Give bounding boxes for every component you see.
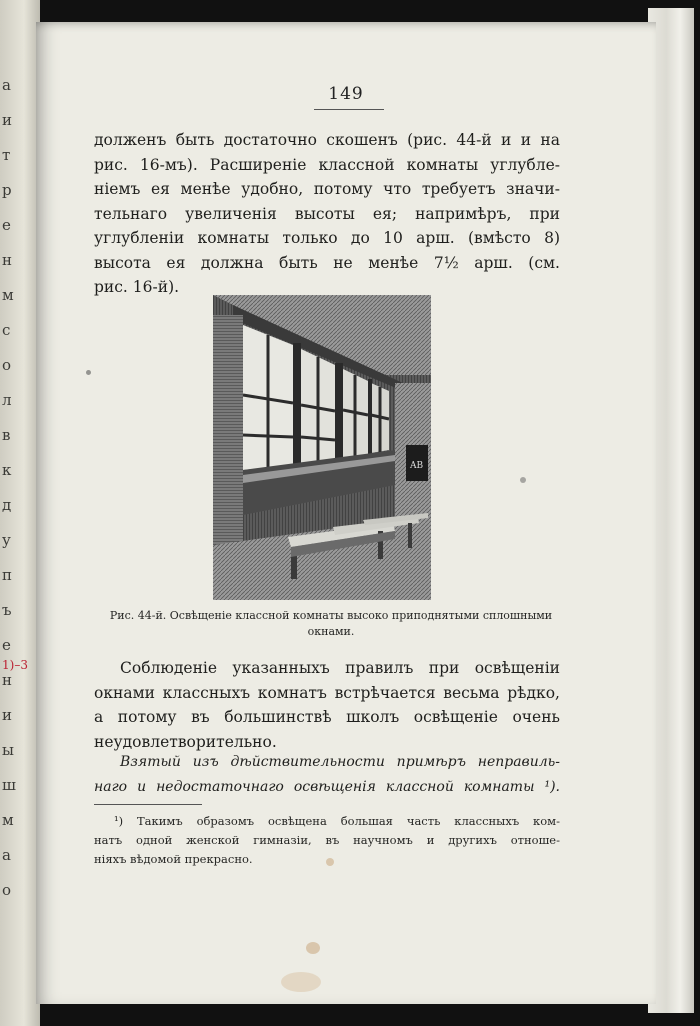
text-line: неудовлетворительно. <box>94 732 277 751</box>
footnote-rule <box>94 804 202 805</box>
left-page-fragment: ъ <box>2 601 12 619</box>
left-page-fragment: р <box>2 181 12 199</box>
left-page-fragment: п <box>2 566 12 584</box>
paper-stain <box>281 972 321 992</box>
text-line: долженъ быть достаточно скошенъ (рис. 44-й и и на <box>94 131 560 149</box>
left-page-fragment: н <box>2 251 12 269</box>
classroom-illustration <box>213 295 431 600</box>
left-page-fragment: а <box>2 76 11 94</box>
left-page-fragment: и <box>2 111 12 129</box>
text-line: наго и недостаточнаго освѣщенія классной комнаты ¹). <box>94 778 560 795</box>
left-page-fragment: т <box>2 146 11 164</box>
text-line: тельнаго увеличенія высоты ея; напримѣръ, при <box>94 204 560 223</box>
left-page-fragment: е <box>2 636 11 654</box>
page-number-rule <box>314 109 384 110</box>
paper-stain <box>306 942 320 954</box>
paper-speck <box>520 477 526 483</box>
text-line: рис. 16-й). <box>94 278 180 296</box>
footnote-line: ¹) Такимъ образомъ освѣщена большая часть классныхъ ком- <box>114 814 560 828</box>
left-page-fragment: у <box>2 531 11 549</box>
left-page-fragment: ы <box>2 741 14 759</box>
left-page-edge <box>0 0 40 1026</box>
paragraph-3-italic <box>94 750 560 799</box>
text-line: Взятый изъ дѣйствительности примѣръ неправиль- <box>120 754 560 770</box>
left-page-fragment: д <box>2 496 12 514</box>
text-line: углубленіи комнаты только до 10 арш. (вмѣсто 8) <box>94 229 560 247</box>
left-page-fragment: е <box>2 216 11 234</box>
text-line: рис. 16-мъ). Расширеніе классной комнаты углубле- <box>94 155 560 174</box>
left-page-fragment: с <box>2 321 11 339</box>
left-page-fragment: в <box>2 426 11 444</box>
blackboard-text: AB <box>410 461 424 471</box>
text-line: высота ея должна быть не менѣе 7½ арш. (см. <box>94 253 560 272</box>
book-page <box>36 22 656 1004</box>
text-line: окнами классныхъ комнатъ встрѣчается весьма рѣдко, <box>94 683 560 702</box>
paper-speck <box>86 370 91 375</box>
figure-caption: Рис. 44-й. Освѣщеніе классной комнаты высоко приподнятыми сплошными окнами. <box>109 609 553 638</box>
left-page-fragment: м <box>2 286 14 304</box>
left-page-fragment: о <box>2 881 12 899</box>
text-line: Соблюденіе указанныхъ правилъ при освѣщеніи <box>120 659 560 677</box>
paper-stain <box>326 858 334 866</box>
page-number: 149 <box>328 84 364 104</box>
left-page-fragment: л <box>2 391 12 409</box>
classroom-engraving <box>213 295 431 600</box>
left-page-fragment: н <box>2 671 12 689</box>
paragraph-1 <box>94 128 560 300</box>
footnote-line: ніяхъ вѣдомой прекрасно. <box>94 852 253 866</box>
left-page-fragment: а <box>2 846 11 864</box>
footnote-line: натъ одной женской гимназіи, въ научномъ и другихъ отноше- <box>94 833 560 847</box>
text-line: а потому въ большинствѣ школъ освѣщеніе очень <box>94 708 560 726</box>
left-page-fragment: и <box>2 706 12 724</box>
left-page-fragment: о <box>2 356 12 374</box>
left-page-fragment: к <box>2 461 12 479</box>
left-page-red-note: 1)–3 <box>2 658 28 672</box>
text-line: ніемъ ея менѣе удобно, потому что требуетъ значи- <box>94 180 560 198</box>
left-page-fragment: ш <box>2 776 16 794</box>
left-page-fragment: м <box>2 811 14 829</box>
paragraph-2 <box>94 656 560 754</box>
